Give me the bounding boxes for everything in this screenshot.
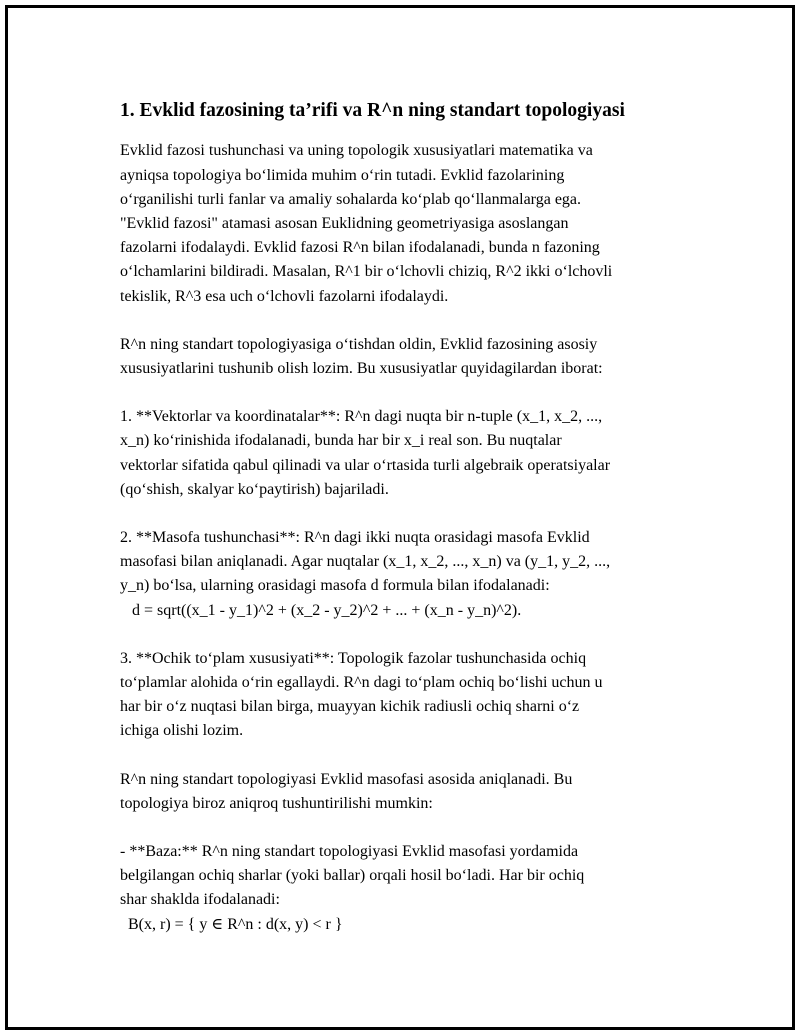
paragraph-basis: - **Baza:** R^n ning standart topologiyasi Evklid masofasi yordamida belgilangan ochiq sharlar (yoki ballar) orqali hosil bo‘ladi. Har bir ochiq shar shaklda ifodalanadi: B(x, r) = { y ∈ R^n : d(x, y) < r } bbox=[120, 843, 585, 933]
paragraph-vectors: 1. **Vektorlar va koordinatalar**: R^n dagi nuqta bir n-tuple (x_1, x_2, ..., x_n) ko‘rinishida ifodalanadi, bunda har bir x_i real son. Bu nuqtalar vektorlar sifatida qabul qilinadi va ular o‘rtasida turli algebraik operatsiyalar (qo‘shish, skalyar ko‘paytirish) bajariladi. bbox=[120, 408, 611, 498]
paragraph-open-set: 3. **Ochik to‘plam xususiyati**: Topologik fazolar tushunchasida ochiq to‘plamlar alohida o‘rin egallaydi. R^n dagi to‘plam ochiq bo‘lishi uchun u har bir o‘z nuqtasi bilan birga, muayyan kichik radiusli ochiq sharni o‘z ichiga olishi lozim. bbox=[120, 649, 603, 740]
paragraph-intro: Evklid fazosi tushunchasi va uning topologik xususiyatlari matematika va ayniqsa topologiya bo‘limida muhim o‘rin tutadi. Evklid fazolarining o‘rganilishi turli fanlar va amaliy sohalarda ko‘plab qo‘llanmalarga ega. "Evklid fazosi" atamasi asosan Euklidning geometriyasiga asoslangan fazolarni ifodalaydi. Evklid fazosi R^n bilan ifodalanadi, bunda n fazoning o‘lchamlarini bildiradi. Masalan, R^1 bir o‘lchovli chiziq, R^2 ikki o‘lchovli tekislik, R^3 esa uch o‘lchovli fazolarni ifodalaydi. bbox=[120, 142, 613, 305]
paragraph-standard-topology: R^n ning standart topologiyasi Evklid masofasi asosida aniqlanadi. Bu topologiya biroz aniqroq tushuntirilishi mumkin: bbox=[120, 770, 573, 812]
paragraph-properties-intro: R^n ning standart topologiyasiga o‘tishdan oldin, Evklid fazosining asosiy xususiyatlarini tushunib olish lozim. Bu xususiyatlar quyidagilardan iborat: bbox=[120, 335, 603, 377]
document-body bbox=[120, 98, 690, 937]
page-frame bbox=[5, 5, 795, 1030]
paragraph-distance: 2. **Masofa tushunchasi**: R^n dagi ikki nuqta orasidagi masofa Evklid masofasi bilan aniqlanadi. Agar nuqtalar (x_1, x_2, ..., x_n) va (y_1, y_2, ..., y_n) bo‘lsa, ularning orasidagi masofa d formula bilan ifodalanadi: d = sqrt((x_1 - y_1)^2 + (x_2 - y_2)^2 + ... + (x_n - y_n)^2). bbox=[120, 528, 611, 619]
document-title: 1. Evklid fazosining ta’rifi va R^n ning standart topologiyasi bbox=[120, 100, 625, 121]
